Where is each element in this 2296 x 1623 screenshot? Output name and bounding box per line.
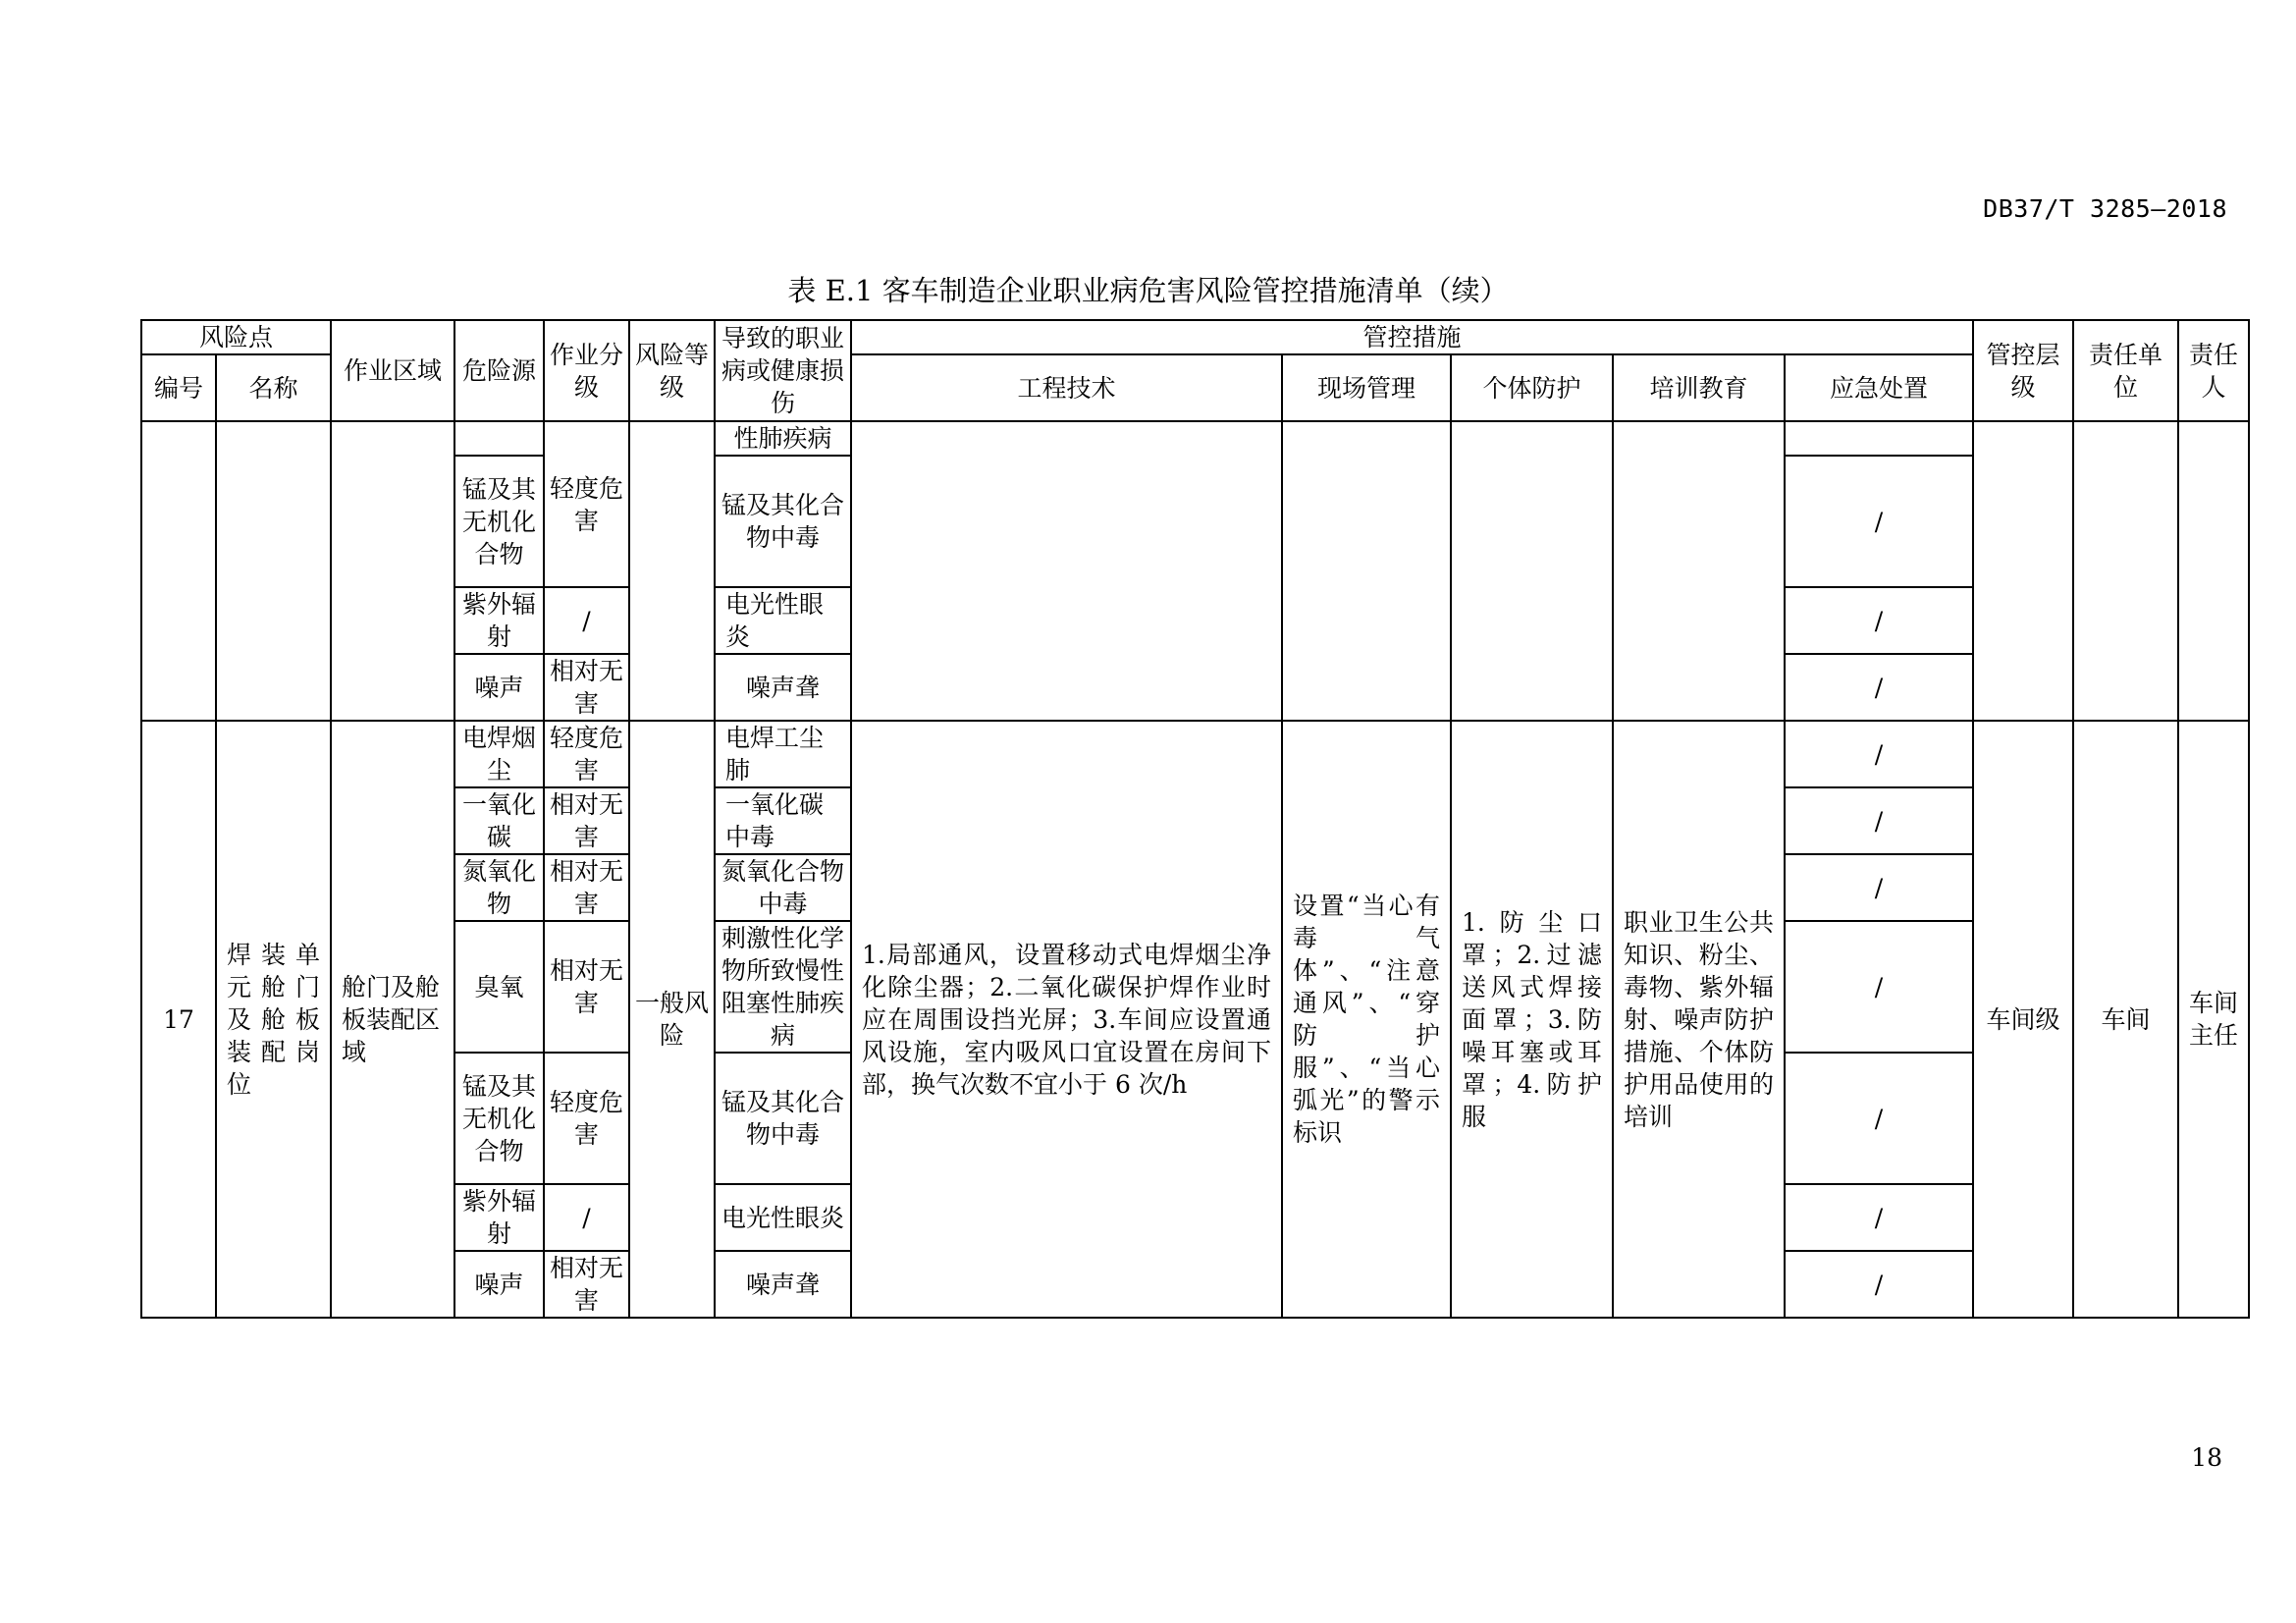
header-name: 名称 <box>216 354 331 421</box>
header-personal-protection: 个体防护 <box>1451 354 1613 421</box>
page-number: 18 <box>2191 1443 2222 1472</box>
number-cell: 17 <box>141 721 216 1318</box>
cont-risk-level-cell <box>629 421 715 721</box>
cont-number-cell <box>141 421 216 721</box>
emergency-cell: / <box>1785 456 1973 587</box>
table-row <box>141 721 2249 787</box>
emergency-cell: / <box>1785 1251 1973 1318</box>
header-risk-point: 风险点 <box>141 320 331 354</box>
table-title: 表 E.1 客车制造企业职业病危害风险管控措施清单（续） <box>787 274 1509 307</box>
hazard-cell: 紫外辐射 <box>454 1184 544 1251</box>
engineering-cell: 1.局部通风，设置移动式电焊烟尘净化除尘器；2.二氧化碳保护焊作业时应在周围设挡光屏；3.车间应设置通风设施，室内吸风口宜设置在房间下部，换气次数不宜小于 6 次/h <box>851 721 1282 1318</box>
risk-control-table <box>140 319 2250 1319</box>
header-engineering: 工程技术 <box>851 354 1282 421</box>
hazard-cell: 锰及其无机化合物 <box>454 456 544 587</box>
emergency-cell: / <box>1785 1184 1973 1251</box>
disease-cell: 一氧化碳中毒 <box>715 787 851 854</box>
header-risk-level: 风险等级 <box>629 320 715 421</box>
table-row <box>141 421 2249 456</box>
disease-cell: 电光性眼炎 <box>715 587 851 654</box>
header-emergency: 应急处置 <box>1785 354 1973 421</box>
responsible-person-cell: 车间主任 <box>2178 721 2249 1318</box>
disease-cell: 电光性眼炎 <box>715 1184 851 1251</box>
hazard-cell: 氮氧化物 <box>454 854 544 921</box>
header-hazard-source: 危险源 <box>454 320 544 421</box>
header-work-area: 作业区域 <box>331 320 454 421</box>
disease-cell: 噪声聋 <box>715 1251 851 1318</box>
hazard-cell: 臭氧 <box>454 921 544 1053</box>
grade-cell: 相对无害 <box>544 654 629 721</box>
header-site-management: 现场管理 <box>1282 354 1451 421</box>
grade-cell: 轻度危害 <box>544 421 629 587</box>
hazard-cell: 一氧化碳 <box>454 787 544 854</box>
personal-protection-cell: 1.防尘口罩；2.过滤送风式焊接面罩；3.防噪耳塞或耳罩；4.防护服 <box>1451 721 1613 1318</box>
disease-cell: 锰及其化合物中毒 <box>715 456 851 587</box>
grade-cell: 相对无害 <box>544 921 629 1053</box>
emergency-cell: / <box>1785 1053 1973 1184</box>
cont-area-cell <box>331 421 454 721</box>
hazard-cell: 噪声 <box>454 654 544 721</box>
training-cell: 职业卫生公共知识、粉尘、毒物、紫外辐射、噪声防护措施、个体防护用品使用的培训 <box>1613 721 1785 1318</box>
responsible-unit-cell: 车间 <box>2073 721 2178 1318</box>
emergency-cell: / <box>1785 854 1973 921</box>
hazard-cell <box>454 421 544 456</box>
grade-cell: 轻度危害 <box>544 1053 629 1184</box>
grade-cell: 相对无害 <box>544 854 629 921</box>
emergency-cell: / <box>1785 654 1973 721</box>
hazard-cell: 噪声 <box>454 1251 544 1318</box>
grade-cell: 轻度危害 <box>544 721 629 787</box>
disease-cell: 电焊工尘肺 <box>715 721 851 787</box>
grade-cell: 相对无害 <box>544 787 629 854</box>
cont-protection-cell <box>1451 421 1613 721</box>
hazard-cell: 紫外辐射 <box>454 587 544 654</box>
emergency-cell <box>1785 421 1973 456</box>
cont-training-cell <box>1613 421 1785 721</box>
disease-cell: 氮氧化合物中毒 <box>715 854 851 921</box>
disease-cell: 性肺疾病 <box>715 421 851 456</box>
name-cell: 焊装单元舱门及舱板装配岗位 <box>216 721 331 1318</box>
site-management-cell: 设置“当心有毒气体”、“注意通风”、“穿防护服”、“当心弧光”的警示标识 <box>1282 721 1451 1318</box>
cont-engineering-cell <box>851 421 1282 721</box>
header-responsible-person: 责任人 <box>2178 320 2249 421</box>
control-level-cell: 车间级 <box>1973 721 2073 1318</box>
grade-cell: / <box>544 1184 629 1251</box>
emergency-cell: / <box>1785 921 1973 1053</box>
document-code: DB37/T 3285—2018 <box>1983 194 2227 223</box>
disease-cell: 噪声聋 <box>715 654 851 721</box>
cont-unit-cell <box>2073 421 2178 721</box>
grade-cell: 相对无害 <box>544 1251 629 1318</box>
emergency-cell: / <box>1785 721 1973 787</box>
header-training: 培训教育 <box>1613 354 1785 421</box>
hazard-cell: 电焊烟尘 <box>454 721 544 787</box>
header-number: 编号 <box>141 354 216 421</box>
header-responsible-unit: 责任单位 <box>2073 320 2178 421</box>
risk-level-cell: 一般风险 <box>629 721 715 1318</box>
header-control-level: 管控层级 <box>1973 320 2073 421</box>
header-work-grade: 作业分级 <box>544 320 629 421</box>
emergency-cell: / <box>1785 787 1973 854</box>
header-row-1 <box>141 320 2249 354</box>
disease-cell: 刺激性化学物所致慢性阻塞性肺疾病 <box>715 921 851 1053</box>
cont-site-cell <box>1282 421 1451 721</box>
grade-cell: / <box>544 587 629 654</box>
cont-level-cell <box>1973 421 2073 721</box>
hazard-cell: 锰及其无机化合物 <box>454 1053 544 1184</box>
header-disease: 导致的职业病或健康损伤 <box>715 320 851 421</box>
header-control-measures: 管控措施 <box>851 320 1973 354</box>
emergency-cell: / <box>1785 587 1973 654</box>
cont-person-cell <box>2178 421 2249 721</box>
area-cell: 舱门及舱板装配区域 <box>331 721 454 1318</box>
cont-name-cell <box>216 421 331 721</box>
disease-cell: 锰及其化合物中毒 <box>715 1053 851 1184</box>
